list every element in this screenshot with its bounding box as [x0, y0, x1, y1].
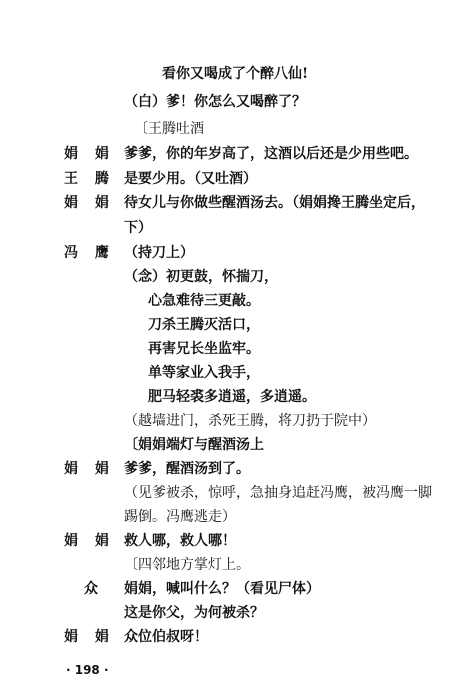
- speaker-juanjuan: 娟 娟: [64, 146, 115, 162]
- dialogue-crowd-question: 娟娟，喊叫什么？（看见尸体）: [124, 581, 320, 597]
- stage-direction-knife: （持刀上）: [124, 245, 194, 261]
- dialogue-crowd-why: 这是你父，为何被杀？: [124, 605, 264, 621]
- recitation-line-2: 心急难待三更敲。: [148, 293, 260, 309]
- recitation-line-1: （念）初更鼓，怀揣刀，: [124, 269, 278, 285]
- speaker-juanjuan: 娟 娟: [64, 533, 115, 549]
- spoken-line-aside: （白）爹！你怎么又喝醉了？: [124, 94, 306, 110]
- dialogue-juanjuan-soup-ready: 爹爹，醒酒汤到了。: [124, 461, 250, 477]
- page-number: · 198 ·: [66, 663, 109, 677]
- speaker-crowd: 众: [84, 581, 104, 597]
- speaker-juanjuan: 娟 娟: [64, 461, 115, 477]
- recitation-line-6: 肥马轻裘多逍遥，多逍遥。: [148, 389, 316, 405]
- stage-direction-enter-lamp: 〔娟娟端灯与醒酒汤上: [124, 437, 264, 453]
- speaker-fengying: 冯 鹰: [64, 245, 115, 261]
- dialogue-juanjuan-advice: 爹爹，你的年岁高了，这酒以后还是少用些吧。: [124, 146, 418, 162]
- stage-direction-neighbors: 〔四邻地方掌灯上。: [124, 557, 250, 573]
- speaker-juanjuan: 娟 娟: [64, 195, 115, 211]
- dialogue-juanjuan-help: 救人哪，救人哪！: [124, 533, 236, 549]
- stage-direction-exit: 下）: [124, 220, 152, 236]
- stage-direction-escape: 踢倒。冯鹰逃走）: [124, 509, 236, 525]
- recitation-line-4: 再害兄长坐监牢。: [148, 341, 260, 357]
- dialogue-wangteng-agree: 是要少用。（又吐酒）: [124, 171, 257, 187]
- verse-line-drunk: 看你又喝成了个醉八仙!: [162, 66, 309, 82]
- dialogue-juanjuan-soup: 待女儿与你做些醒酒汤去。（娟娟搀王腾坐定后，: [124, 195, 425, 211]
- speaker-wangteng: 王 腾: [64, 171, 115, 187]
- dialogue-juanjuan-elders: 众位伯叔呀！: [124, 629, 208, 645]
- stage-direction-vomit: 〔王腾吐酒: [134, 121, 204, 137]
- speaker-juanjuan: 娟 娟: [64, 629, 115, 645]
- stage-direction-murder: （越墙进门，杀死王腾，将刀扔于院中）: [124, 413, 376, 429]
- recitation-line-3: 刀杀王腾灭活口，: [148, 317, 260, 333]
- recitation-line-5: 单等家业入我手，: [148, 365, 260, 381]
- stage-direction-discover: （见爹被杀，惊呼，急抽身追赶冯鹰，被冯鹰一脚: [124, 485, 432, 501]
